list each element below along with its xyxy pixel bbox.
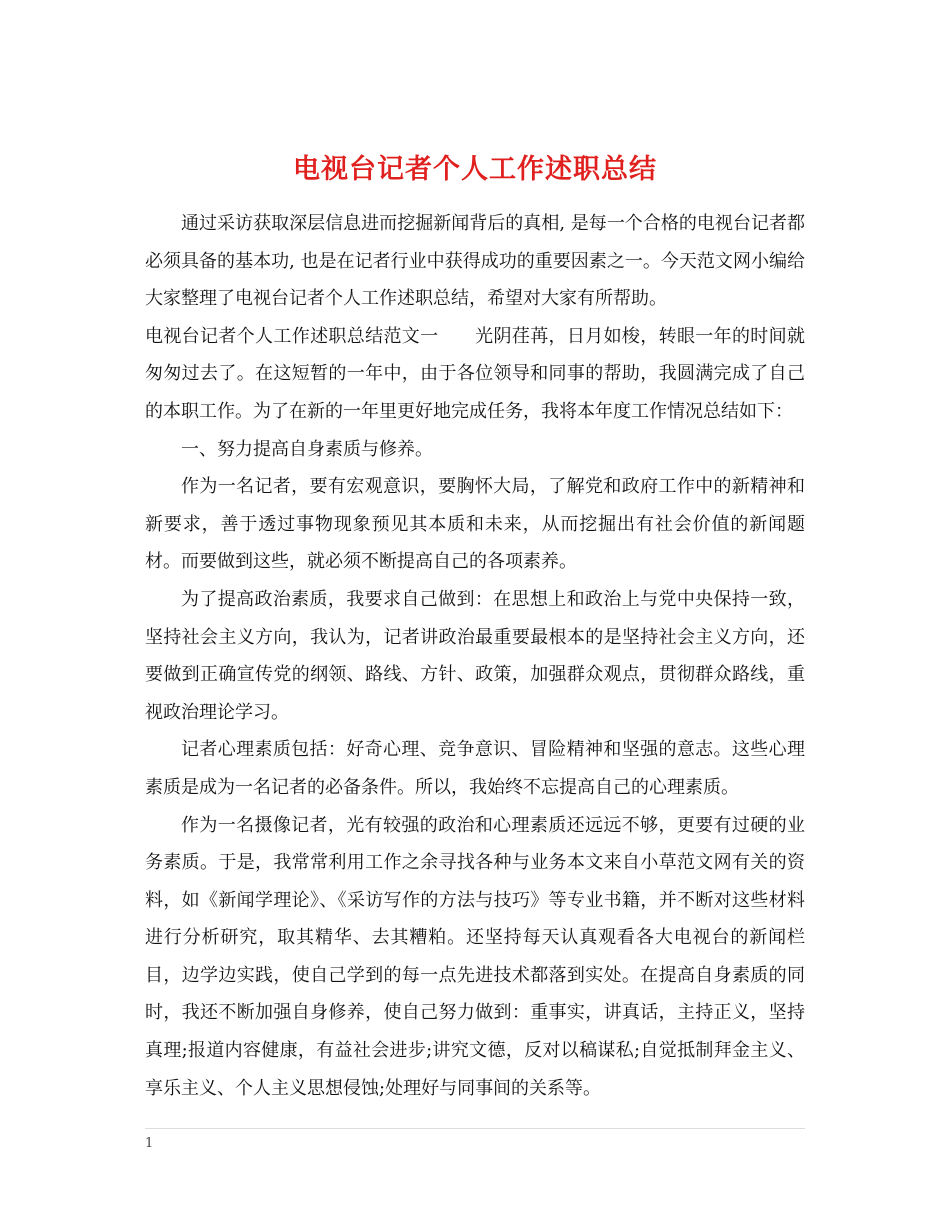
document-title: 电视台记者个人工作述职总结: [293, 154, 657, 186]
intro-paragraph: 通过采访获取深层信息进而挖掘新闻背后的真相, 是每一个合格的电视台记者都必须具备的基本功, 也是在记者行业中获得成功的重要因素之一。今天范文网小编给大家整理了电视台记者个人工作述职总结，希望对大家有所帮助。: [145, 213, 805, 310]
body-paragraph: 作为一名摄像记者，光有较强的政治和心理素质还远远不够，更要有过硬的业务素质。于是，我常常利用工作之余寻找各种与业务本文来自小草范文网有关的资料，如《新闻学理论》、《采访写作的方法与技巧》等专业书籍，并不断对这些材料进行分析研究，取其精华、去其糟粕。还坚持每天认真观看各大电视台的新闻栏目，边学边实践，使自己学到的每一点先进技术都落到实处。在提高自身素质的同时，我还不断加强自身修养，使自己努力做到：重事实，讲真话，主持正义，坚持真理;报道内容健康，有益社会进步;讲究文德，反对以稿谋私;自觉抵制拜金主义、享乐主义、个人主义思想侵蚀;处理好与同事间的关系等。: [145, 814, 805, 1099]
body-paragraph: 记者心理素质包括：好奇心理、竞争意识、冒险精神和坚强的意志。这些心理素质是成为一名记者的必备条件。所以，我始终不忘提高自己的心理素质。: [145, 739, 805, 798]
body-paragraph: 作为一名记者，要有宏观意识，要胸怀大局，了解党和政府工作中的新精神和新要求，善于透过事物现象预见其本质和未来，从而挖掘出有社会价值的新闻题材。而要做到这些，就必须不断提高自己的各项素养。: [145, 476, 805, 573]
body-paragraph: 为了提高政治素质，我要求自己做到：在思想上和政治上与党中央保持一致，坚持社会主义方向，我认为，记者讲政治最重要最根本的是坚持社会主义方向，还要做到正确宣传党的纲领、路线、方针、政策，加强群众观点，贯彻群众路线，重视政治理论学习。: [145, 588, 805, 723]
footer-divider: [145, 1128, 805, 1129]
sample-heading-paragraph: 电视台记者个人工作述职总结范文一 光阴荏苒，日月如梭，转眼一年的时间就匆匆过去了。在这短暂的一年中，由于各位领导和同事的帮助，我圆满完成了自己的本职工作。为了在新的一年里更好地完成任务，我将本年度工作情况总结如下：: [145, 325, 805, 422]
section-heading: 一、努力提高自身素质与修养。: [181, 438, 433, 460]
document-body: [145, 205, 805, 1107]
page-number: 1: [145, 1136, 154, 1151]
